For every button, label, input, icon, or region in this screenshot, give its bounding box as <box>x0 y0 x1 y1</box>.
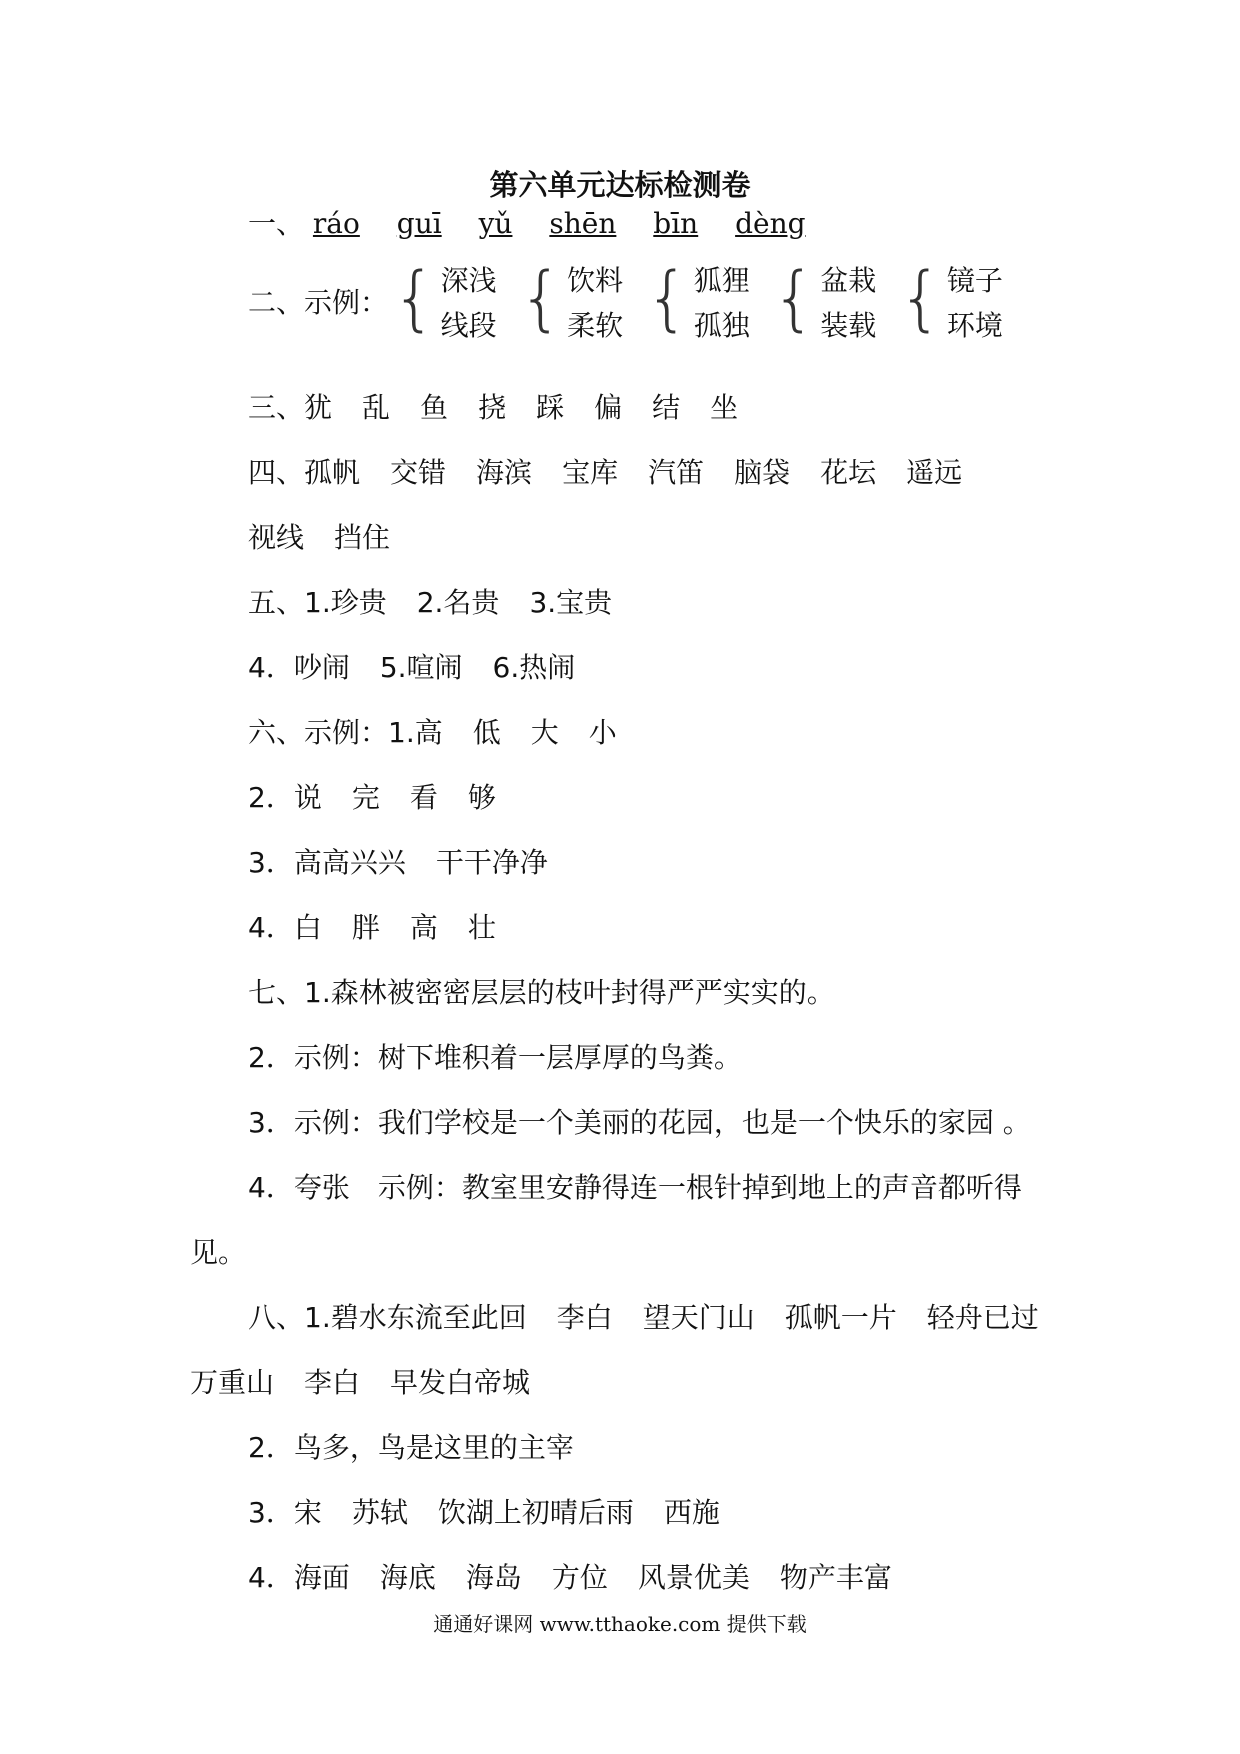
word-pair-group <box>898 258 1003 348</box>
answer-word: 五、1.珍贵 <box>248 586 387 619</box>
answer-word: 坐 <box>710 391 739 424</box>
q8-line-2 <box>190 1363 560 1403</box>
word-pair-group <box>772 258 877 348</box>
answer-word: 孤帆一片 <box>784 1301 897 1334</box>
q4-line-2 <box>248 518 420 558</box>
answer-word: 视线 <box>248 521 305 554</box>
q8-line-5 <box>248 1558 922 1598</box>
pair-word: 装载 <box>820 309 877 342</box>
q8-line-3: 2．鸟多，鸟是这里的主宰 <box>248 1431 574 1464</box>
answer-word: 结 <box>652 391 681 424</box>
q7-line-3: 3．示例：我们学校是一个美丽的花园，也是一个快乐的家园 。 <box>248 1106 1031 1139</box>
answer-word: 乱 <box>362 391 391 424</box>
answer-word: 孤帆 <box>304 456 361 489</box>
pair-word: 柔软 <box>567 309 624 342</box>
answer-word: 3．高高兴兴 <box>248 846 406 879</box>
answer-word: 高 <box>409 911 438 944</box>
q3-number: 三、 <box>248 391 305 424</box>
q8-line <box>248 1298 1039 1338</box>
pair-word: 深浅 <box>440 264 497 297</box>
answer-word: 早发白帝城 <box>390 1366 531 1399</box>
q4-number: 四、 <box>248 456 305 489</box>
pinyin-answer: ráo <box>312 207 360 240</box>
q7-line-4: 4．夸张 示例：教室里安静得连一根针掉到地上的声音都听得 <box>248 1171 1022 1204</box>
answer-word: 汽笛 <box>648 456 705 489</box>
q6-line-4 <box>248 908 526 948</box>
answer-word: 风景优美 <box>637 1561 750 1594</box>
brace-icon: { <box>645 257 690 339</box>
q1-number: 一、 <box>248 207 305 240</box>
answer-word: 偏 <box>594 391 623 424</box>
answer-word: 小 <box>588 716 617 749</box>
pair-word: 镜子 <box>946 264 1003 297</box>
answer-word: 海底 <box>379 1561 436 1594</box>
answer-word: 5.喧闹 <box>379 651 463 684</box>
pair-word: 孤独 <box>693 309 750 342</box>
answer-word: 轻舟已过 <box>926 1301 1039 1334</box>
answer-word: 花坛 <box>820 456 877 489</box>
pair-word: 环境 <box>946 309 1003 342</box>
word-pair-group <box>519 258 624 348</box>
footer-source: 通通好课网 www.tthaoke.com 提供下载 <box>433 1612 807 1636</box>
answer-word: 物产丰富 <box>779 1561 892 1594</box>
answer-word: 2．说 <box>248 781 322 814</box>
answer-word: 饮湖上初晴后雨 <box>437 1496 634 1529</box>
q3-line <box>248 388 768 428</box>
q4-line <box>248 453 992 493</box>
answer-word: 脑袋 <box>734 456 791 489</box>
answer-word: 苏轼 <box>351 1496 408 1529</box>
word-pair-group <box>645 258 750 348</box>
pair-word: 线段 <box>440 309 497 342</box>
pair-word: 饮料 <box>567 264 624 297</box>
q1-line <box>248 204 834 244</box>
answer-word: 犹 <box>304 391 333 424</box>
pair-word: 狐狸 <box>693 264 750 297</box>
q7-line: 七、1.森林被密密层层的枝叶封得严严实实的。 <box>248 976 835 1009</box>
answer-word: 六、示例：1.高 <box>248 716 443 749</box>
pinyin-answer: yǔ <box>478 207 513 240</box>
answer-word: 方位 <box>551 1561 608 1594</box>
answer-word: 万重山 <box>190 1366 275 1399</box>
brace-icon: { <box>518 257 564 339</box>
answer-word: 够 <box>467 781 496 814</box>
answer-word: 看 <box>409 781 438 814</box>
answer-word: 八、1.碧水东流至此回 <box>248 1301 527 1334</box>
answer-word: 望天门山 <box>642 1301 755 1334</box>
brace-icon: { <box>771 257 817 339</box>
q5-line <box>248 583 642 623</box>
answer-word: 交错 <box>390 456 447 489</box>
answer-word: 3．宋 <box>248 1496 322 1529</box>
pair-word: 盆栽 <box>820 264 877 297</box>
q7-line-2: 2．示例：树下堆积着一层厚厚的鸟粪。 <box>248 1041 742 1074</box>
q8-line-4 <box>248 1493 750 1533</box>
page-title: 第六单元达标检测卷 <box>489 168 751 202</box>
answer-word: 海岛 <box>465 1561 522 1594</box>
q2-number: 二、示例： <box>248 286 389 319</box>
answer-word: 海滨 <box>476 456 533 489</box>
q6-line-3 <box>248 843 578 883</box>
answer-word: 李白 <box>556 1301 613 1334</box>
answer-word: 西施 <box>663 1496 720 1529</box>
word-pair-group <box>392 258 497 348</box>
answer-word: 挡住 <box>334 521 391 554</box>
q2-line <box>248 258 1025 348</box>
answer-word: 3.宝贵 <box>529 586 613 619</box>
answer-word: 4．吵闹 <box>248 651 350 684</box>
q6-line <box>248 713 647 753</box>
answer-word: 2.名贵 <box>416 586 500 619</box>
answer-word: 李白 <box>304 1366 361 1399</box>
pinyin-answer: dèng <box>735 207 806 240</box>
answer-word: 挠 <box>478 391 507 424</box>
answer-word: 踩 <box>536 391 565 424</box>
answer-word: 胖 <box>351 911 380 944</box>
pinyin-answer: guī <box>396 207 442 240</box>
answer-word: 完 <box>351 781 380 814</box>
answer-word: 鱼 <box>420 391 449 424</box>
answer-word: 低 <box>472 716 501 749</box>
answer-word: 4．海面 <box>248 1561 350 1594</box>
answer-word: 大 <box>530 716 559 749</box>
answer-word: 宝库 <box>562 456 619 489</box>
answer-word: 6.热闹 <box>492 651 576 684</box>
answer-word: 4．白 <box>248 911 322 944</box>
answer-word: 遥远 <box>906 456 963 489</box>
answer-word: 壮 <box>467 911 496 944</box>
pinyin-answer: shēn <box>549 207 617 240</box>
answer-word: 干干净净 <box>435 846 548 879</box>
pinyin-answer: bīn <box>653 207 699 240</box>
q5-line-2 <box>248 648 605 688</box>
q7-line-5: 见。 <box>190 1236 247 1269</box>
brace-icon: { <box>898 257 943 339</box>
brace-icon: { <box>392 257 437 339</box>
q6-line-2 <box>248 778 526 818</box>
